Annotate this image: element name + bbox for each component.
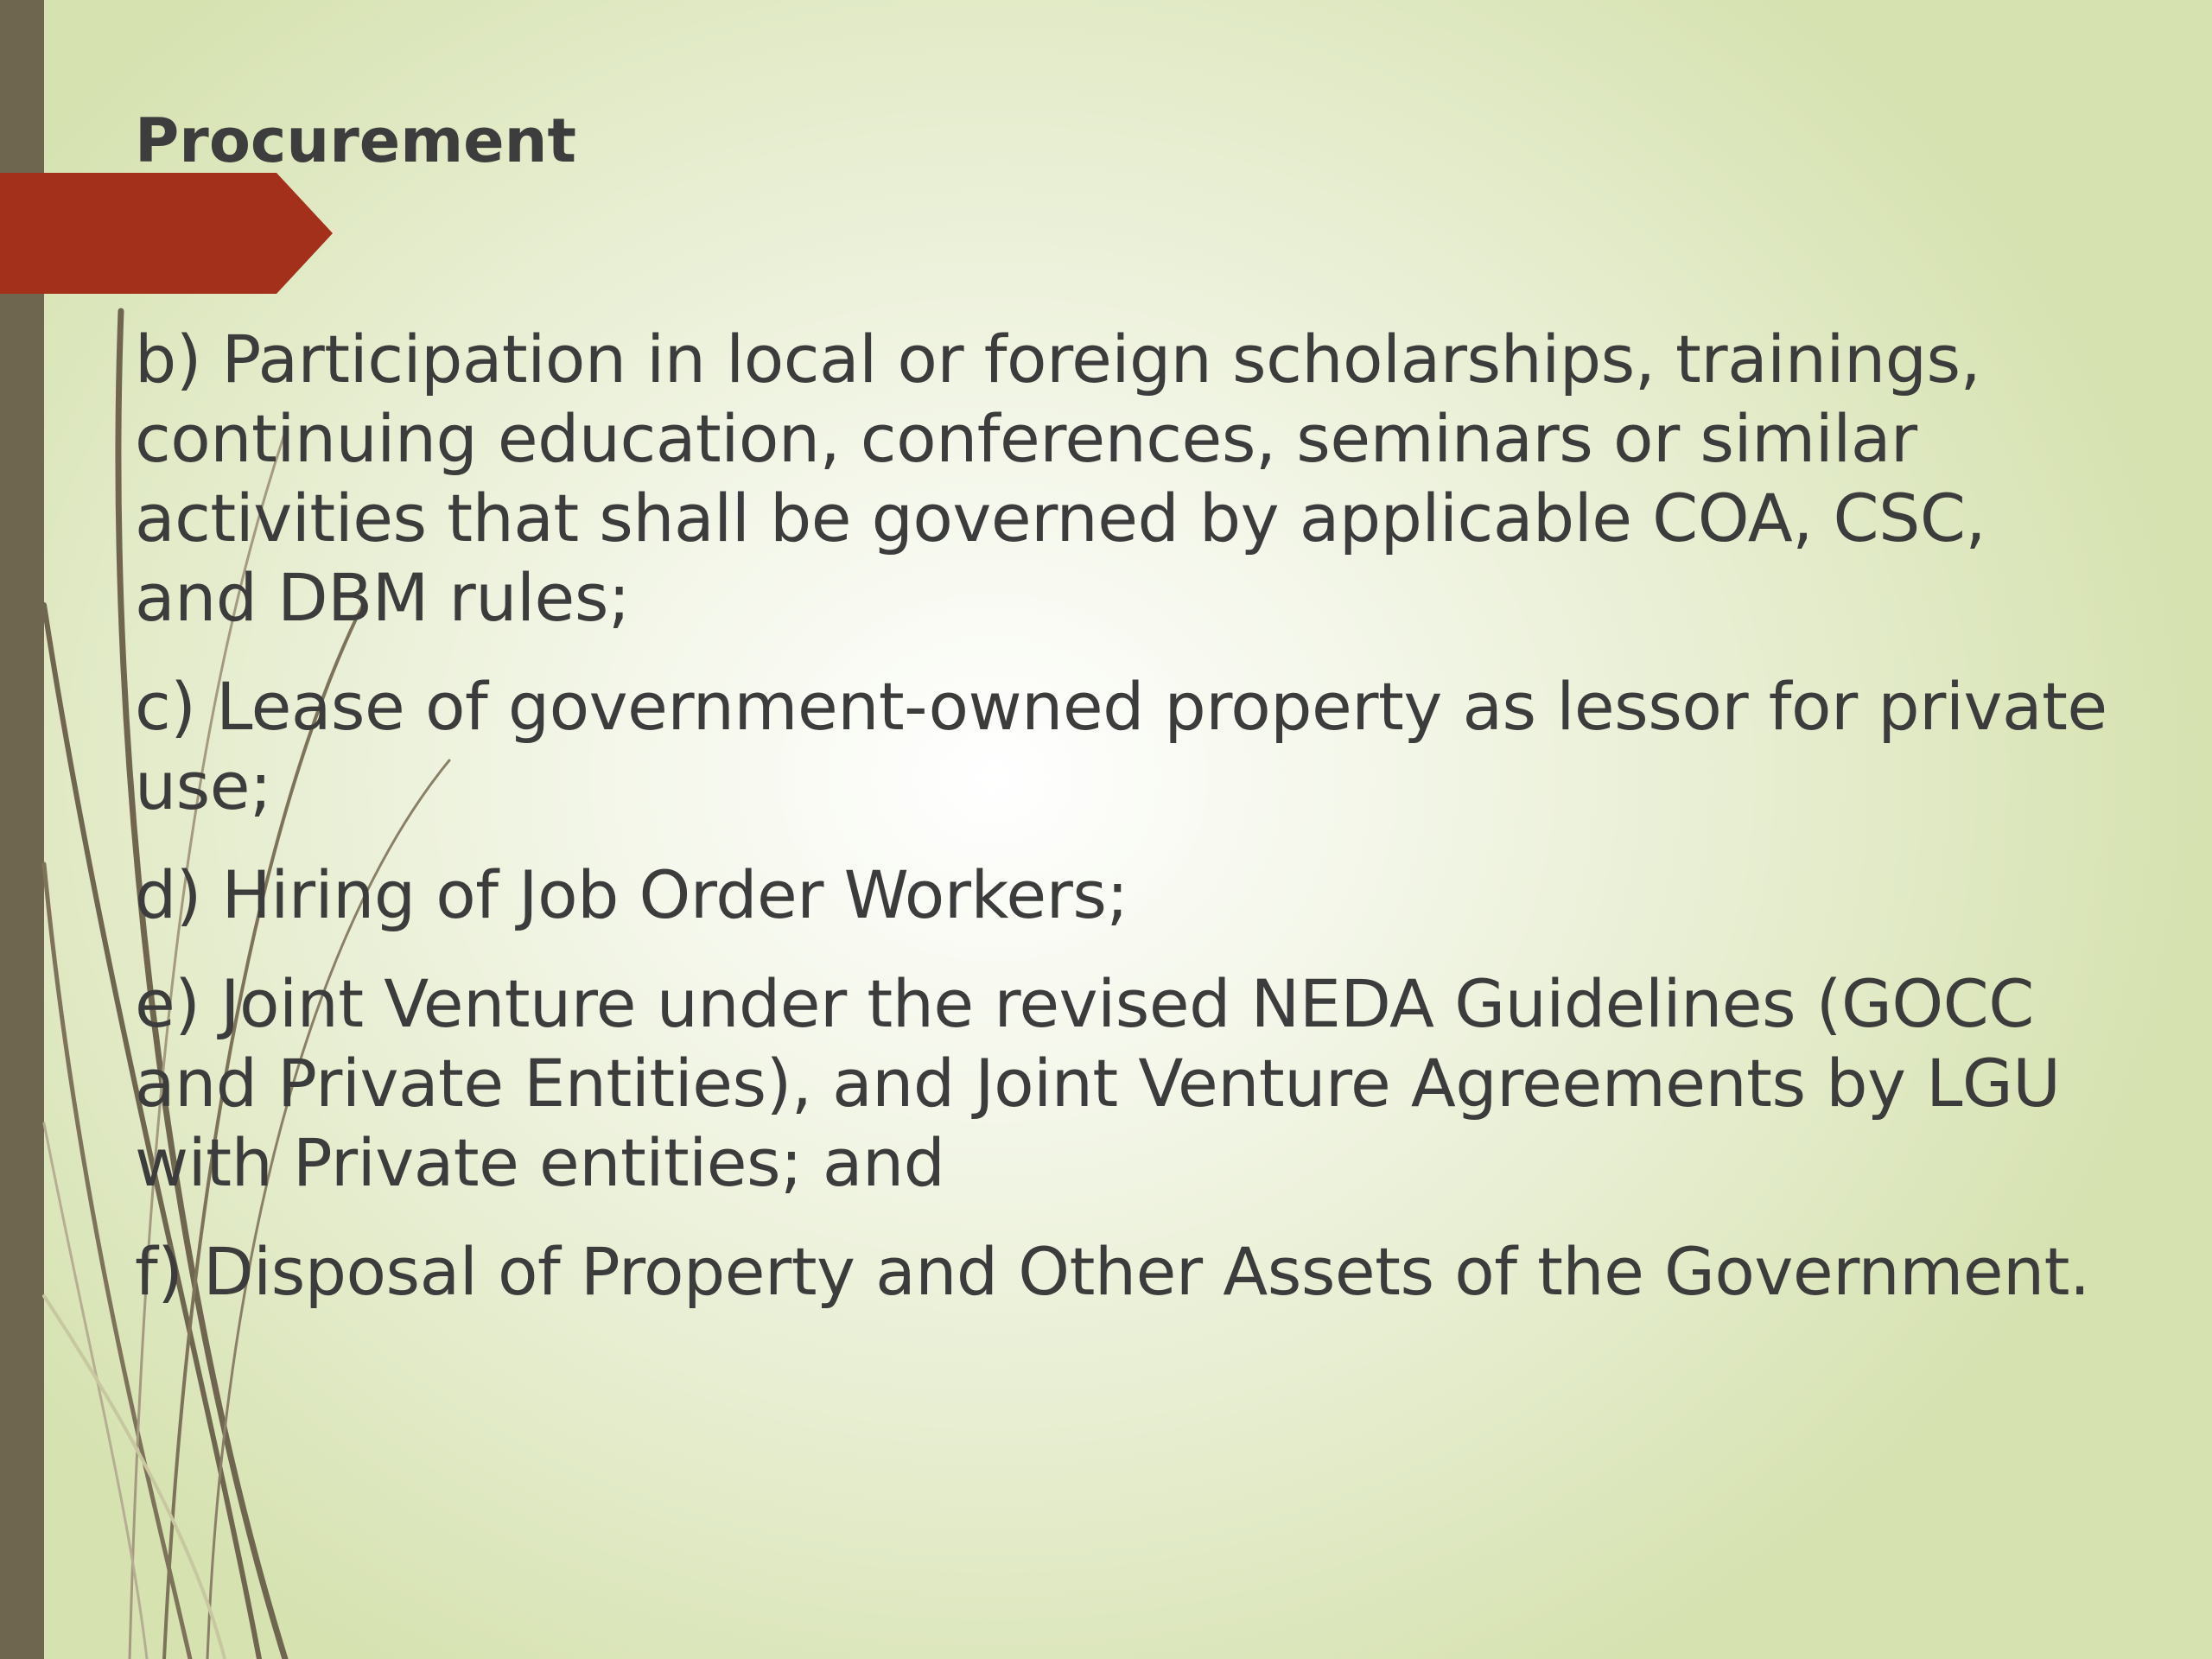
list-item-b: b) Participation in local or foreign scholarships, trainings, continuing education, conferences, seminars or similar activities that shall be governed by applicable COA, CSC, and DBM rules; bbox=[135, 321, 1986, 636]
list-item-e: e) Joint Venture under the revised NEDA Guidelines (GOCC and Private Entities), and Joint Venture Agreements by LGU with Private entities; and bbox=[135, 965, 2061, 1201]
slide-title: Procurement bbox=[135, 105, 576, 176]
title-accent-arrow bbox=[0, 173, 333, 294]
bullet-list bbox=[135, 320, 2122, 1341]
list-item-d: d) Hiring of Job Order Workers; bbox=[135, 856, 1128, 933]
list-item-f: f) Disposal of Property and Other Assets of the Government. bbox=[135, 1233, 2090, 1310]
list-item-c: c) Lease of government-owned property as lessor for private use; bbox=[135, 668, 2107, 824]
